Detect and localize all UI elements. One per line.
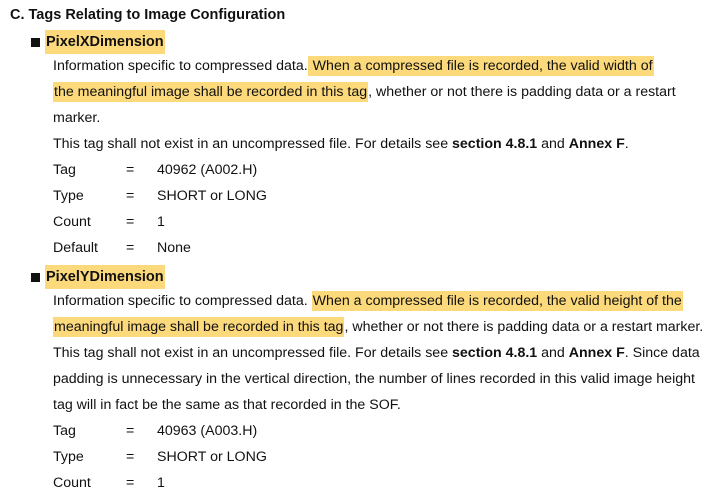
- field-value: 1: [157, 475, 165, 491]
- tag-heading-pixelydimension: [31, 265, 165, 289]
- field-label: Type: [53, 188, 84, 204]
- tag-name: PixelYDimension: [45, 265, 165, 289]
- field-equals: =: [126, 214, 135, 230]
- highlighted-text: the meaningful image shall be recorded in this tag: [54, 84, 368, 100]
- note-text: and: [537, 345, 569, 361]
- field-equals: =: [126, 475, 135, 491]
- description-text: , whether or not there is padding data or a restart marker.: [53, 84, 676, 126]
- square-bullet-icon: [31, 38, 40, 47]
- note-text: This tag shall not exist in an uncompressed file. For details see: [53, 345, 453, 361]
- note-text: and: [537, 136, 569, 152]
- tag-note: [53, 340, 713, 418]
- field-value: None: [157, 240, 191, 256]
- field-value: SHORT or LONG: [157, 188, 267, 204]
- tag-description: [53, 53, 693, 131]
- highlighted-text: When a compressed file is recorded, the valid width of: [308, 58, 653, 74]
- field-value: 40963 (A003.H): [157, 423, 258, 439]
- field-equals: =: [126, 423, 135, 439]
- field-label: Count: [53, 214, 91, 230]
- description-text: , whether or not there is padding data or a restart marker.: [344, 319, 704, 335]
- section-reference: section 4.8.1: [452, 136, 538, 152]
- tag-note: [53, 131, 693, 157]
- field-value: 1: [157, 214, 165, 230]
- tag-heading-pixelxdimension: [31, 30, 165, 54]
- field-equals: =: [126, 162, 135, 178]
- note-text: This tag shall not exist in an uncompressed file. For details see: [53, 136, 453, 152]
- square-bullet-icon: [31, 273, 40, 282]
- field-label: Count: [53, 475, 91, 491]
- field-label: Tag: [53, 423, 76, 439]
- field-label: Type: [53, 449, 84, 465]
- highlighted-text: When a compressed file is recorded, the valid height of the: [312, 293, 682, 309]
- field-equals: =: [126, 449, 135, 465]
- note-text: . Since data padding is unnecessary in the vertical direction, the number of lines recorded in this valid image height tag will in fact be the same as that recorded in the SOF.: [53, 345, 700, 413]
- field-equals: =: [126, 188, 135, 204]
- annex-reference: Annex F: [568, 136, 625, 152]
- tag-name: PixelXDimension: [45, 30, 165, 54]
- tag-description: [53, 288, 713, 340]
- description-text: Information specific to compressed data.: [53, 58, 308, 74]
- highlighted-text: meaningful image shall be recorded in this tag: [54, 319, 344, 335]
- field-value: 40962 (A002.H): [157, 162, 258, 178]
- section-heading: C. Tags Relating to Image Configuration: [10, 7, 286, 23]
- section-reference: section 4.8.1: [452, 345, 538, 361]
- description-text: Information specific to compressed data.: [53, 293, 312, 309]
- annex-reference: Annex F: [568, 345, 625, 361]
- field-label: Tag: [53, 162, 76, 178]
- field-value: SHORT or LONG: [157, 449, 267, 465]
- field-label: Default: [53, 240, 98, 256]
- field-equals: =: [126, 240, 135, 256]
- note-text: .: [624, 136, 629, 152]
